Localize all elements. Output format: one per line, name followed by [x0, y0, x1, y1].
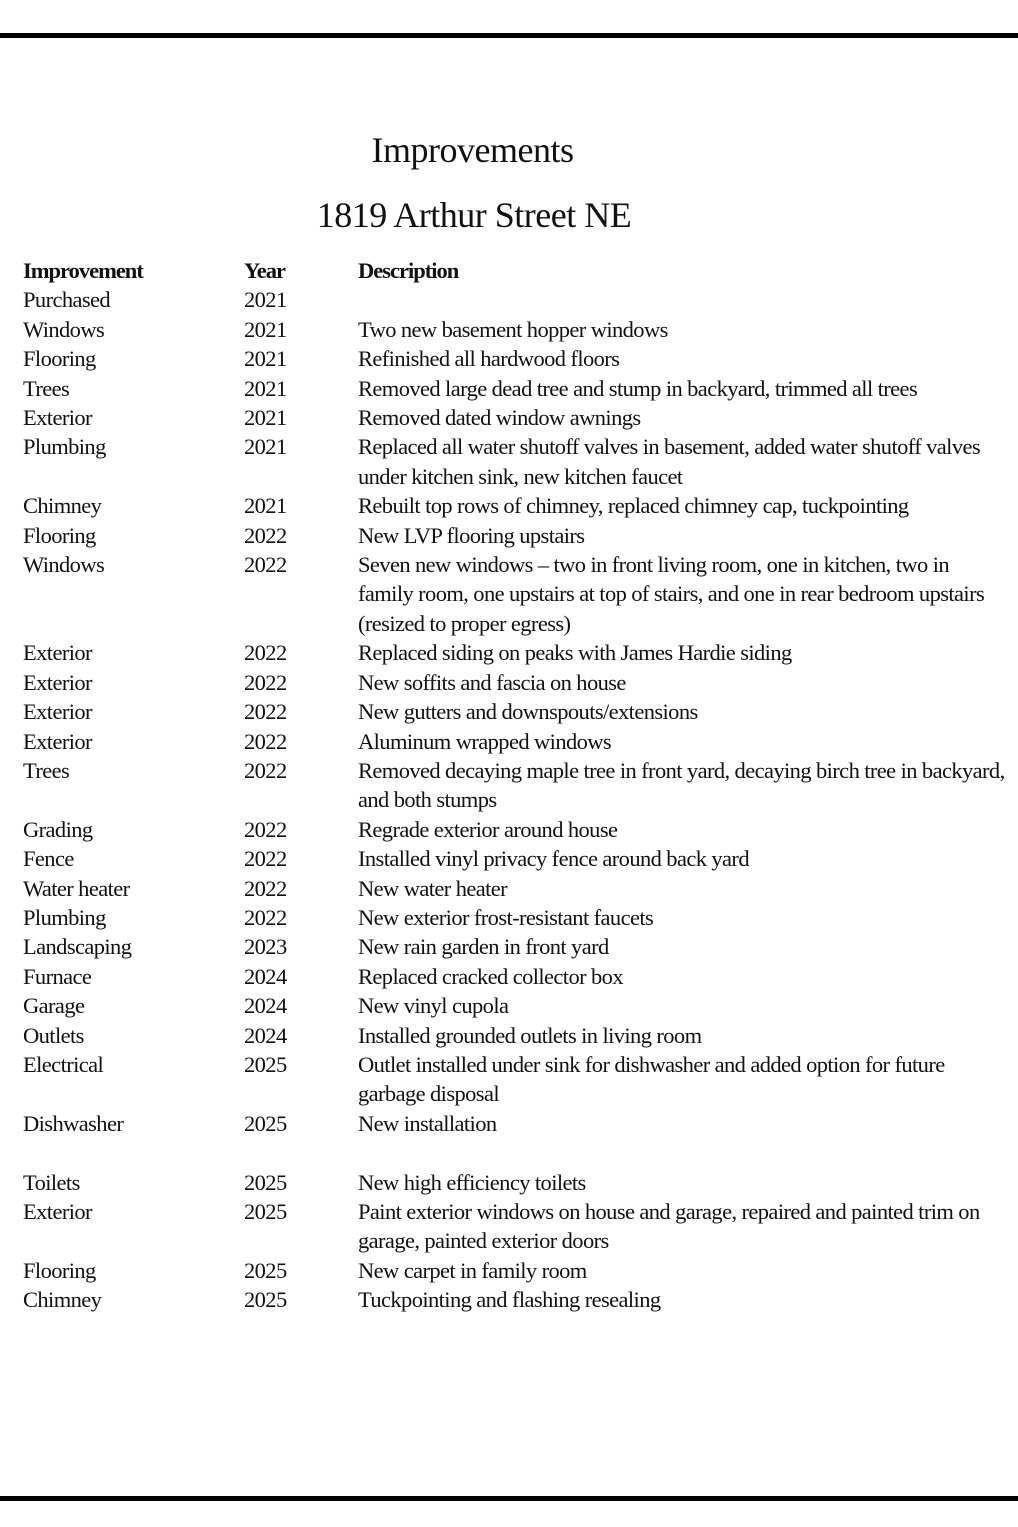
row-improvement: Exterior [23, 1198, 92, 1224]
row-improvement: Furnace [23, 963, 92, 989]
row-year: 2024 [244, 963, 287, 989]
row-improvement: Windows [23, 552, 105, 578]
row-improvement: Water heater [23, 875, 130, 901]
row-description: Paint exterior windows on house and garage, repaired and painted trim on garage, painted exterior doors [358, 1198, 980, 1254]
row-improvement: Garage [23, 993, 85, 1019]
table-row [23, 315, 1013, 344]
row-improvement: Chimney [23, 1287, 102, 1313]
row-description: New rain garden in front yard [358, 934, 609, 960]
row-improvement: Outlets [23, 1022, 84, 1048]
row-improvement: Exterior [23, 669, 92, 695]
top-divider [0, 33, 1018, 38]
row-year: 2022 [244, 522, 287, 548]
row-year: 2022 [244, 757, 287, 783]
table-row [23, 932, 1013, 961]
table-row [23, 285, 1013, 314]
row-description: New water heater [358, 875, 508, 901]
row-year: 2025 [244, 1169, 287, 1195]
table-row [23, 374, 1013, 403]
row-description: New installation [358, 1110, 497, 1136]
row-improvement: Plumbing [23, 434, 106, 460]
row-year: 2021 [244, 375, 287, 401]
row-description: Installed vinyl privacy fence around back yard [358, 846, 749, 872]
row-year: 2022 [244, 552, 287, 578]
row-year: 2021 [244, 405, 287, 431]
row-improvement: Electrical [23, 1051, 104, 1077]
table-row [23, 1197, 1013, 1256]
row-description: Regrade exterior around house [358, 816, 618, 842]
table-body [23, 285, 1013, 1314]
bottom-divider [0, 1496, 1018, 1501]
row-year: 2022 [244, 816, 287, 842]
table-header [23, 256, 1013, 285]
row-description: Replaced siding on peaks with James Hardie siding [358, 640, 792, 666]
row-year: 2025 [244, 1257, 287, 1283]
row-improvement: Landscaping [23, 934, 132, 960]
table-row [23, 991, 1013, 1020]
row-description: New soffits and fascia on house [358, 669, 626, 695]
table-row [23, 844, 1013, 873]
improvements-table [23, 256, 1013, 1315]
row-improvement: Exterior [23, 640, 92, 666]
row-year: 2025 [244, 1110, 287, 1136]
row-description: Outlet installed under sink for dishwasher and added option for future garbage disposal [358, 1051, 945, 1107]
table-row [23, 550, 1013, 638]
row-description: Two new basement hopper windows [358, 316, 668, 342]
row-improvement: Toilets [23, 1169, 80, 1195]
row-improvement: Purchased [23, 287, 111, 313]
row-year: 2022 [244, 728, 287, 754]
table-row [23, 491, 1013, 520]
row-improvement: Chimney [23, 493, 102, 519]
table-row [23, 1021, 1013, 1050]
table-row [23, 344, 1013, 373]
row-improvement: Exterior [23, 699, 92, 725]
row-improvement: Trees [23, 757, 70, 783]
table-row [23, 1285, 1013, 1314]
row-description: Removed large dead tree and stump in backyard, trimmed all trees [358, 375, 918, 401]
table-row [23, 403, 1013, 432]
table-row [23, 727, 1013, 756]
row-description: Installed grounded outlets in living room [358, 1022, 702, 1048]
table-row [23, 638, 1013, 667]
row-description: Refinished all hardwood floors [358, 346, 620, 372]
row-improvement: Dishwasher [23, 1110, 124, 1136]
header-improvement: Improvement [23, 258, 143, 283]
row-description: Replaced cracked collector box [358, 963, 623, 989]
row-year: 2022 [244, 699, 287, 725]
row-year: 2022 [244, 846, 287, 872]
table-row [23, 756, 1013, 815]
row-year: 2025 [244, 1198, 287, 1224]
row-description: Removed dated window awnings [358, 405, 641, 431]
row-year: 2021 [244, 287, 287, 313]
row-improvement: Plumbing [23, 904, 106, 930]
row-year: 2021 [244, 493, 287, 519]
row-description: New vinyl cupola [358, 993, 509, 1019]
table-row [23, 521, 1013, 550]
row-description: Aluminum wrapped windows [358, 728, 612, 754]
table-row [23, 432, 1013, 491]
row-improvement: Grading [23, 816, 93, 842]
page-title: Improvements [371, 130, 574, 170]
row-improvement: Fence [23, 846, 74, 872]
row-year: 2024 [244, 993, 287, 1019]
header-description: Description [358, 258, 459, 283]
table-row [23, 962, 1013, 991]
row-description: New LVP flooring upstairs [358, 522, 585, 548]
table-row [23, 668, 1013, 697]
table-row [23, 1050, 1013, 1109]
row-description: New carpet in family room [358, 1257, 587, 1283]
table-row [23, 697, 1013, 726]
row-year: 2021 [244, 434, 287, 460]
row-year: 2021 [244, 346, 287, 372]
table-row [23, 903, 1013, 932]
row-improvement: Flooring [23, 1257, 96, 1283]
row-description: New high efficiency toilets [358, 1169, 586, 1195]
row-improvement: Flooring [23, 522, 96, 548]
row-improvement: Exterior [23, 728, 92, 754]
header-year: Year [244, 258, 285, 283]
table-row [23, 1109, 1013, 1138]
table-row [23, 1168, 1013, 1197]
row-year: 2022 [244, 875, 287, 901]
row-improvement: Windows [23, 316, 105, 342]
property-address: 1819 Arthur Street NE [316, 195, 632, 235]
table-row [23, 815, 1013, 844]
row-year: 2022 [244, 640, 287, 666]
table-row [23, 874, 1013, 903]
row-description: Removed decaying maple tree in front yard, decaying birch tree in backyard, and both stumps [358, 757, 1005, 813]
row-description: New exterior frost-resistant faucets [358, 904, 654, 930]
row-year: 2025 [244, 1287, 287, 1313]
row-improvement: Trees [23, 375, 70, 401]
row-description: Rebuilt top rows of chimney, replaced chimney cap, tuckpointing [358, 493, 909, 519]
row-year: 2024 [244, 1022, 287, 1048]
row-description: Seven new windows – two in front living room, one in kitchen, two in family room, one upstairs at top of stairs, and one in rear bedroom upstairs (resized to proper egress) [358, 552, 985, 636]
row-improvement: Exterior [23, 405, 92, 431]
row-improvement: Flooring [23, 346, 96, 372]
row-year: 2021 [244, 316, 287, 342]
row-description: Replaced all water shutoff valves in basement, added water shutoff valves under kitchen sink, new kitchen faucet [358, 434, 981, 489]
row-year: 2023 [244, 934, 287, 960]
row-year: 2022 [244, 669, 287, 695]
table-row [23, 1256, 1013, 1285]
row-year: 2025 [244, 1051, 287, 1077]
row-description: New gutters and downspouts/extensions [358, 699, 698, 725]
row-description: Tuckpointing and flashing resealing [358, 1287, 661, 1313]
row-year: 2022 [244, 904, 287, 930]
